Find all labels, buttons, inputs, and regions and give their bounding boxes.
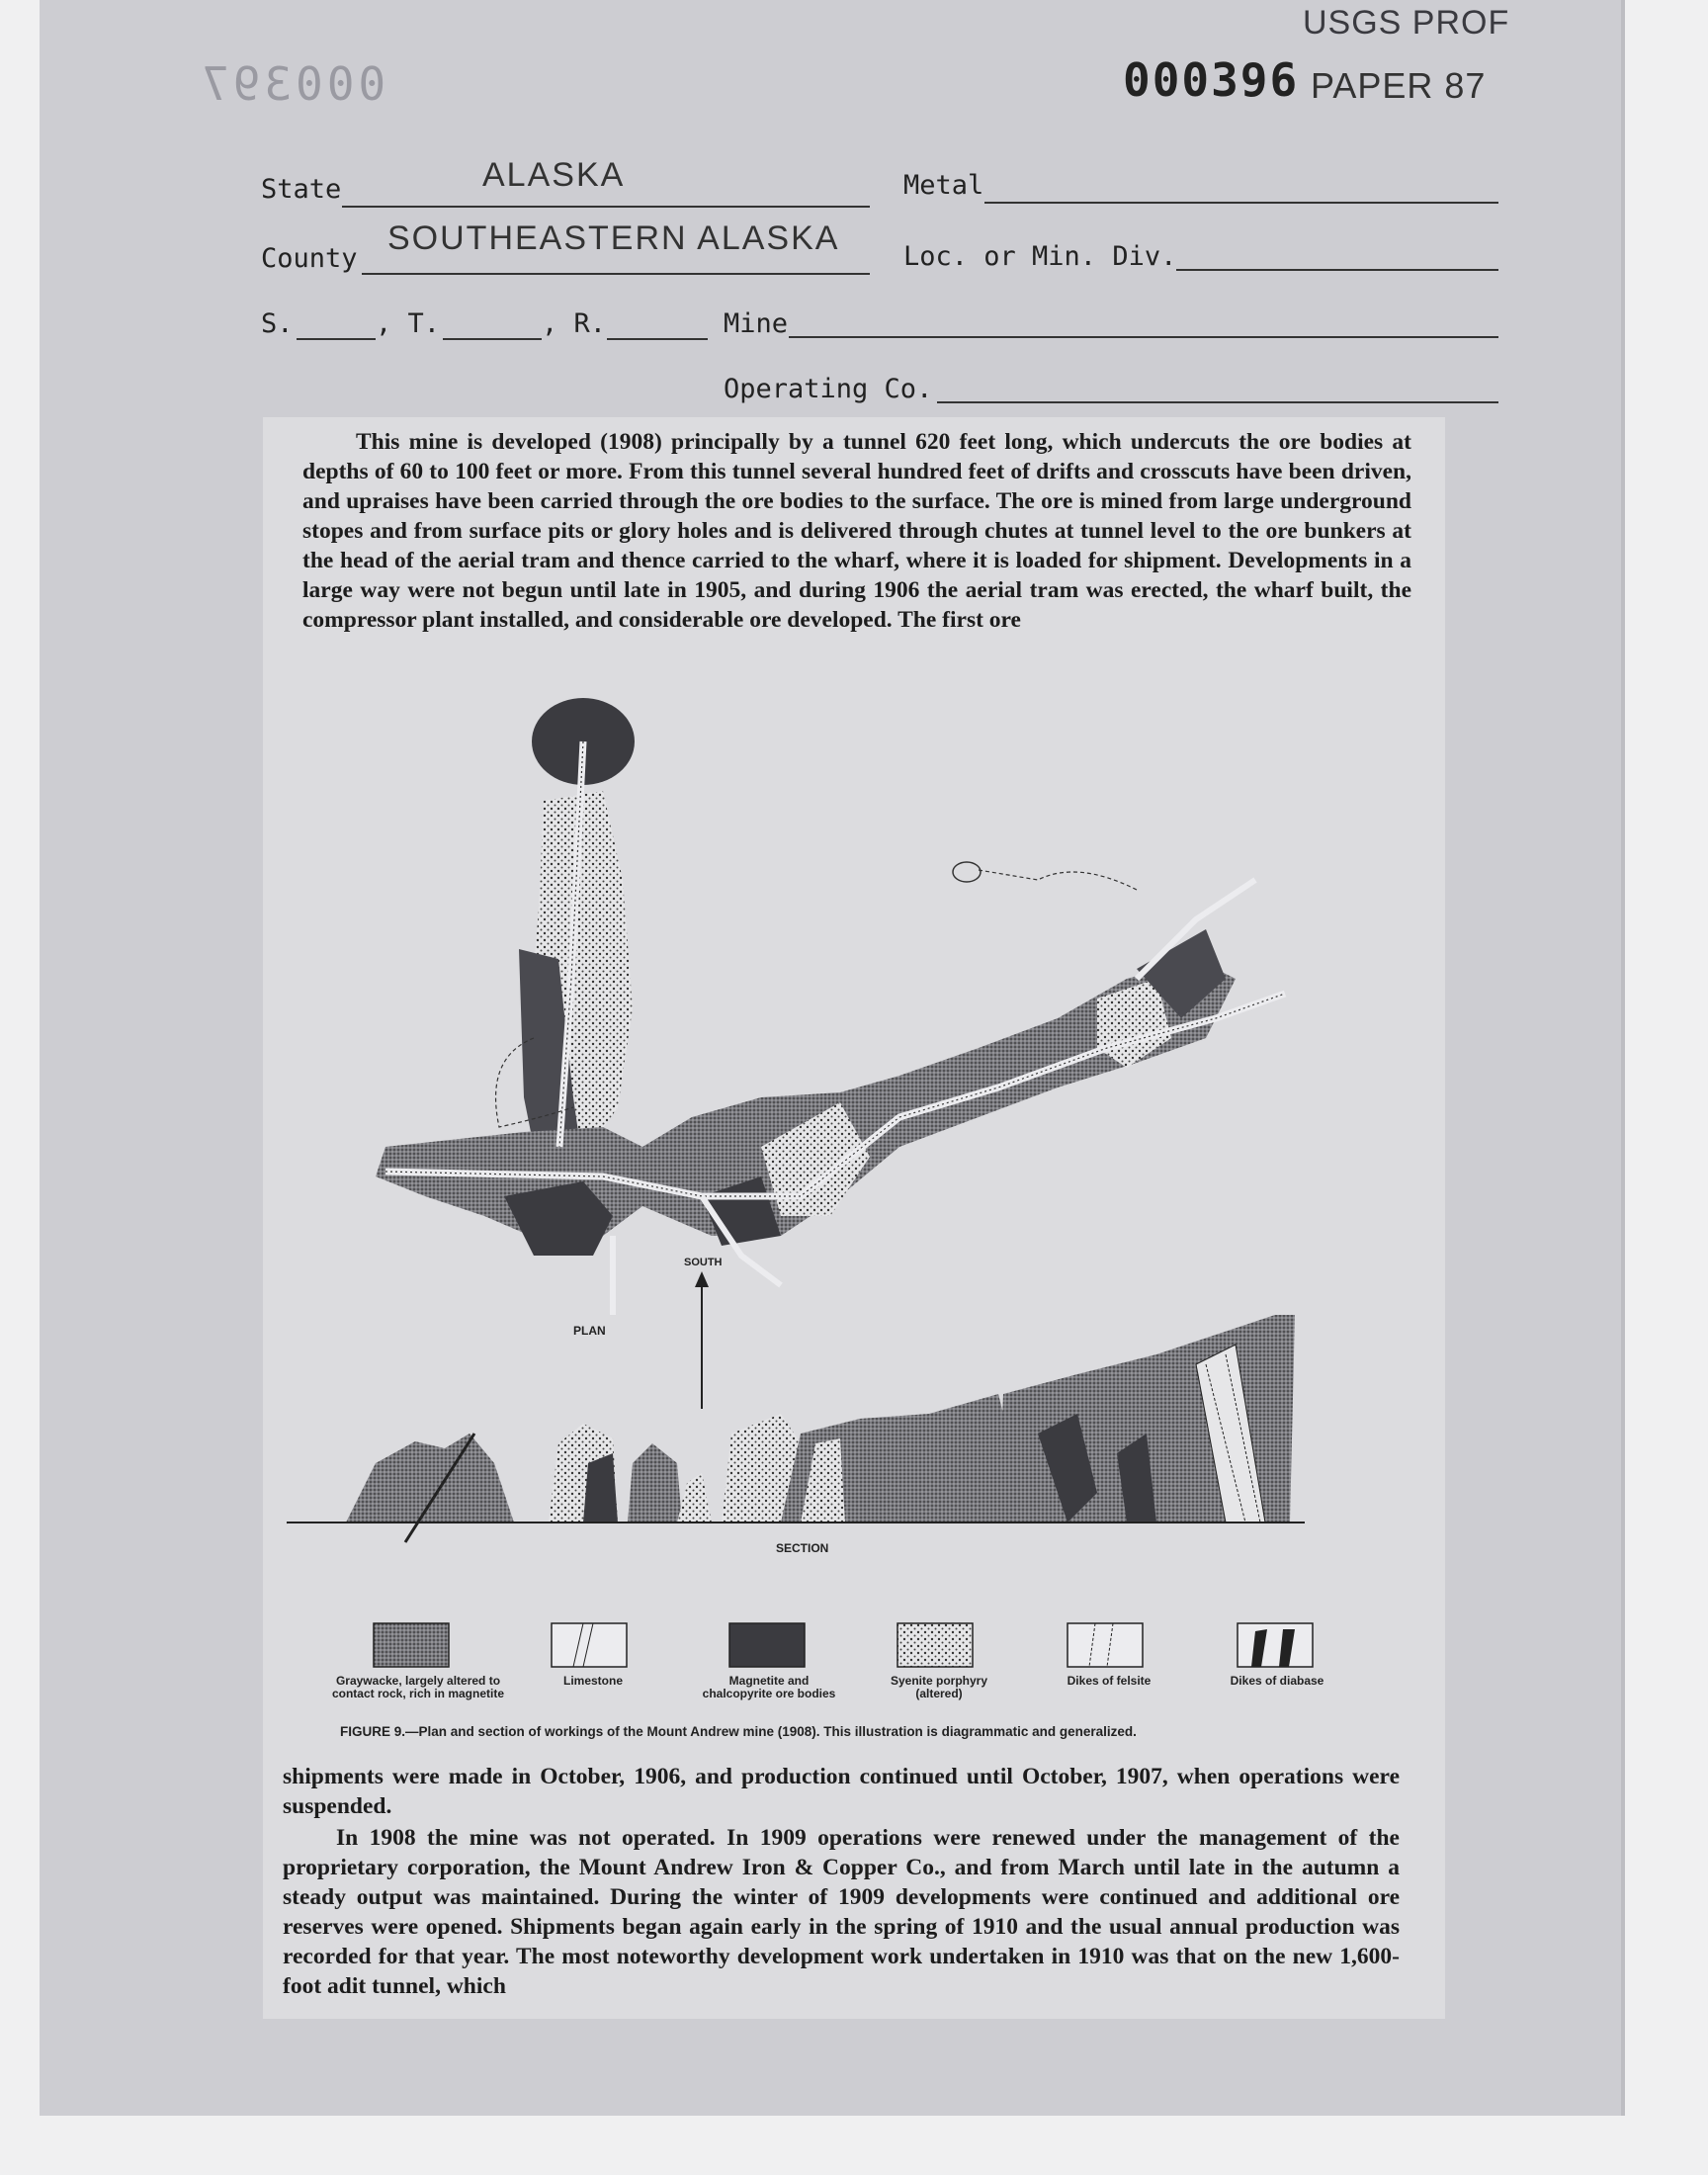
document-number: 000396	[1123, 53, 1300, 107]
paragraph-continued: shipments were made in October, 1906, and production continued until October, 1907, when operations were suspended.	[283, 1764, 1400, 1819]
figure-caption: FIGURE 9.—Plan and section of workings of the Mount Andrew mine (1908). This illustration is diagrammatic and generalized.	[340, 1724, 1137, 1739]
legend	[374, 1623, 1313, 1667]
county-label: County	[261, 243, 358, 274]
state-line	[342, 206, 870, 208]
loc-label: Loc. or Min. Div.	[903, 241, 1177, 272]
section-label: SECTION	[776, 1541, 829, 1555]
south-arrow	[684, 1257, 723, 1409]
mine-line	[789, 336, 1498, 338]
paragraph-top: This mine is developed (1908) principally by a tunnel 620 feet long, which undercuts the ore bodies at depths of 60 to 100 feet or more. From this tunnel several hundred feet of drifts and crosscuts have been driven, and upraises have been carried through the ore bodies to the surface. The ore is mined from large underground stopes and from surface pits or glory holes and is delivered through chutes at tunnel level to the ore bunkers at the head of the aerial tram and thence carried to the wharf, where it is loaded for shipment. Developments in a large way were not begun until late in 1905, and during 1906 the aerial tram was erected, the wharf built, the compressor plant installed, and considerable ore developed. The first ore	[302, 429, 1411, 633]
loc-line	[1176, 269, 1498, 271]
section-view	[287, 1315, 1305, 1555]
legend-label-syenite: Syenite porphyry (altered)	[890, 1674, 988, 1700]
operating-co-line	[937, 401, 1498, 403]
range-label: , R.	[542, 308, 607, 339]
paragraph-last: In 1908 the mine was not operated. In 1909 operations were renewed under the management of the proprietary corporation, the Mount Andrew Iron & Copper Co., and from March until late in the autumn a steady output was maintained. During the winter of 1909 developments were continued and additional ore reserves were opened. Shipments began again early in the spring of 1910 and the usual annual production was recorded for that year. The most noteworthy development work undertaken in 1910 was that on the new 1,600-foot adit tunnel, which	[283, 1825, 1400, 1999]
legend-label-ore: Magnetite and chalcopyrite ore bodies	[702, 1674, 836, 1700]
legend-swatch-graywacke	[374, 1623, 449, 1667]
legend-label-diabase: Dikes of diabase	[1230, 1674, 1324, 1688]
south-label: SOUTH	[684, 1257, 723, 1268]
legend-label-felsite: Dikes of felsite	[1067, 1674, 1152, 1688]
township-label: , T.	[376, 308, 441, 339]
section-s-label: S.	[261, 308, 294, 339]
faint-stamp-number: 000397	[198, 57, 386, 111]
legend-swatch-limestone	[552, 1623, 627, 1667]
paper-number: PAPER 87	[1311, 65, 1487, 106]
legend-swatch-felsite	[1068, 1623, 1143, 1667]
legend-swatch-ore	[729, 1623, 805, 1667]
r-line	[607, 338, 708, 340]
state-label: State	[261, 174, 342, 205]
series-label: USGS PROF	[1303, 4, 1510, 42]
legend-label-limestone: Limestone	[562, 1674, 623, 1688]
metal-line	[984, 202, 1498, 204]
mine-figure	[287, 682, 1423, 1750]
legend-label-graywacke: Graywacke, largely altered to contact rock, rich in magnetite	[331, 1674, 505, 1700]
county-value: SOUTHEASTERN ALASKA	[387, 219, 840, 257]
plan-view	[376, 698, 1285, 1338]
operating-co-label: Operating Co.	[724, 374, 933, 404]
mine-label: Mine	[724, 308, 789, 339]
plan-label: PLAN	[573, 1324, 606, 1338]
metal-label: Metal	[903, 170, 984, 201]
t-line	[443, 338, 542, 340]
state-value: ALASKA	[482, 156, 626, 194]
legend-swatch-diabase	[1238, 1623, 1313, 1667]
legend-swatch-syenite	[897, 1623, 973, 1667]
county-line	[362, 273, 870, 275]
s-line	[297, 338, 376, 340]
